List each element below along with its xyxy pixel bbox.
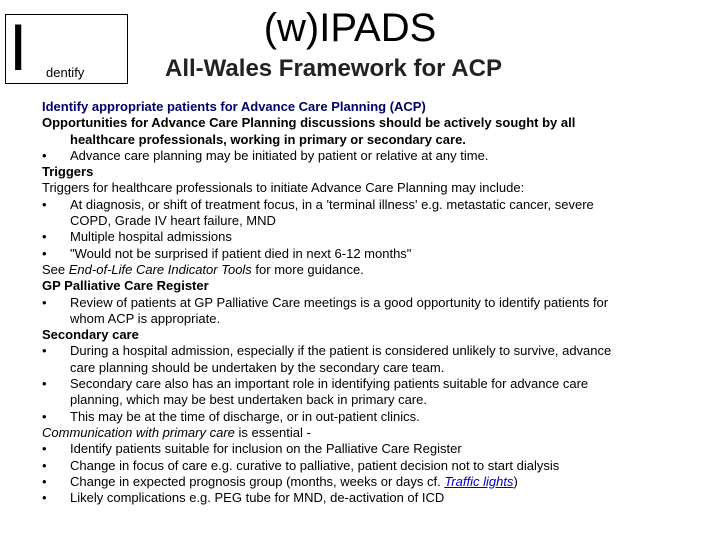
bullet-icon: • [42,473,47,489]
list-item [42,246,662,262]
list-item-text: Likely complications e.g. PEG tube for MND, de-activation of ICD [70,490,445,506]
triggers-heading: Triggers [42,164,94,180]
gp-register-heading: GP Palliative Care Register [42,278,209,294]
eol-indicator-tools-reference: End-of-Life Care Indicator Tools [68,261,252,277]
opportunities-text-line-2: healthcare professionals, working in primary or secondary care. [70,131,466,147]
list-item [42,229,662,245]
page-subtitle: All-Wales Framework for ACP [165,55,502,82]
communication-heading-emphasis: Communication with primary care [42,424,235,440]
list-item-text [70,474,518,489]
list-item [42,343,662,359]
slide-content [42,99,662,506]
list-item [42,474,662,490]
list-item-text: "Would not be surprised if patient died in next 6-12 months" [70,245,412,261]
bullet-icon: • [42,457,47,473]
list-item-continuation: whom ACP is appropriate. [70,310,221,326]
opportunities-text-line-1: Opportunities for Advance Care Planning discussions should be actively sought by all [42,115,576,131]
bullet-icon: • [42,343,47,359]
list-item-text: Review of patients at GP Palliative Care meetings is a good opportunity to identify patients for [70,294,609,310]
list-item [42,441,662,457]
page-title: (w)IPADS [263,6,437,50]
triggers-intro: Triggers for healthcare professionals to initiate Advance Care Planning may include: [42,180,525,196]
list-item-text: This may be at the time of discharge, or in out-patient clinics. [70,408,420,424]
bullet-icon: • [42,294,47,310]
bullet-icon: • [42,408,47,424]
prognosis-text-suffix: ) [513,473,518,489]
list-item-text: Identify patients suitable for inclusion on the Palliative Care Register [70,441,462,457]
logo-word: dentify [46,65,85,80]
bullet-icon: • [42,245,47,261]
see-suffix: for more guidance. [251,261,364,277]
see-prefix: See [42,261,69,277]
bullet-icon: • [42,376,47,392]
list-item-text: Multiple hospital admissions [70,229,232,245]
bullet-icon: • [42,441,47,457]
prognosis-text: Change in expected prognosis group (months, weeks or days cf. [70,473,445,489]
communication-heading-suffix: is essential - [234,424,311,440]
list-item [42,458,662,474]
list-item-continuation: planning, which may be best undertaken back in primary care. [70,392,427,408]
list-item [42,148,662,164]
list-item-text: At diagnosis, or shift of treatment focus, in a 'terminal illness' e.g. metastatic cancer, severe [70,196,594,212]
list-item-continuation: COPD, Grade IV heart failure, MND [70,213,276,229]
bullet-icon: • [42,490,47,506]
communication-heading [42,425,662,441]
see-guidance-text [42,262,662,278]
bullet-icon: • [42,229,47,245]
secondary-care-heading: Secondary care [42,327,139,343]
list-item-continuation: care planning should be undertaken by the secondary care team. [70,359,445,375]
list-item-text: Change in focus of care e.g. curative to palliative, patient decision not to start dialysis [70,457,560,473]
bullet-icon: • [42,196,47,212]
list-item [42,409,662,425]
list-item [42,197,662,213]
list-item [42,295,662,311]
list-item-text: During a hospital admission, especially if the patient is considered unlikely to survive, advance [70,343,612,359]
list-item-text: Secondary care also has an important role in identifying patients suitable for advance care [70,376,589,392]
list-item [42,376,662,392]
list-item [42,490,662,506]
bullet-icon: • [42,147,47,163]
section-heading: Identify appropriate patients for Advance Care Planning (ACP) [42,99,426,114]
traffic-lights-link[interactable]: Traffic lights [444,473,514,489]
logo-letter: I [9,10,28,84]
identify-logo [5,10,128,84]
list-item-text: Advance care planning may be initiated by patient or relative at any time. [70,147,489,163]
